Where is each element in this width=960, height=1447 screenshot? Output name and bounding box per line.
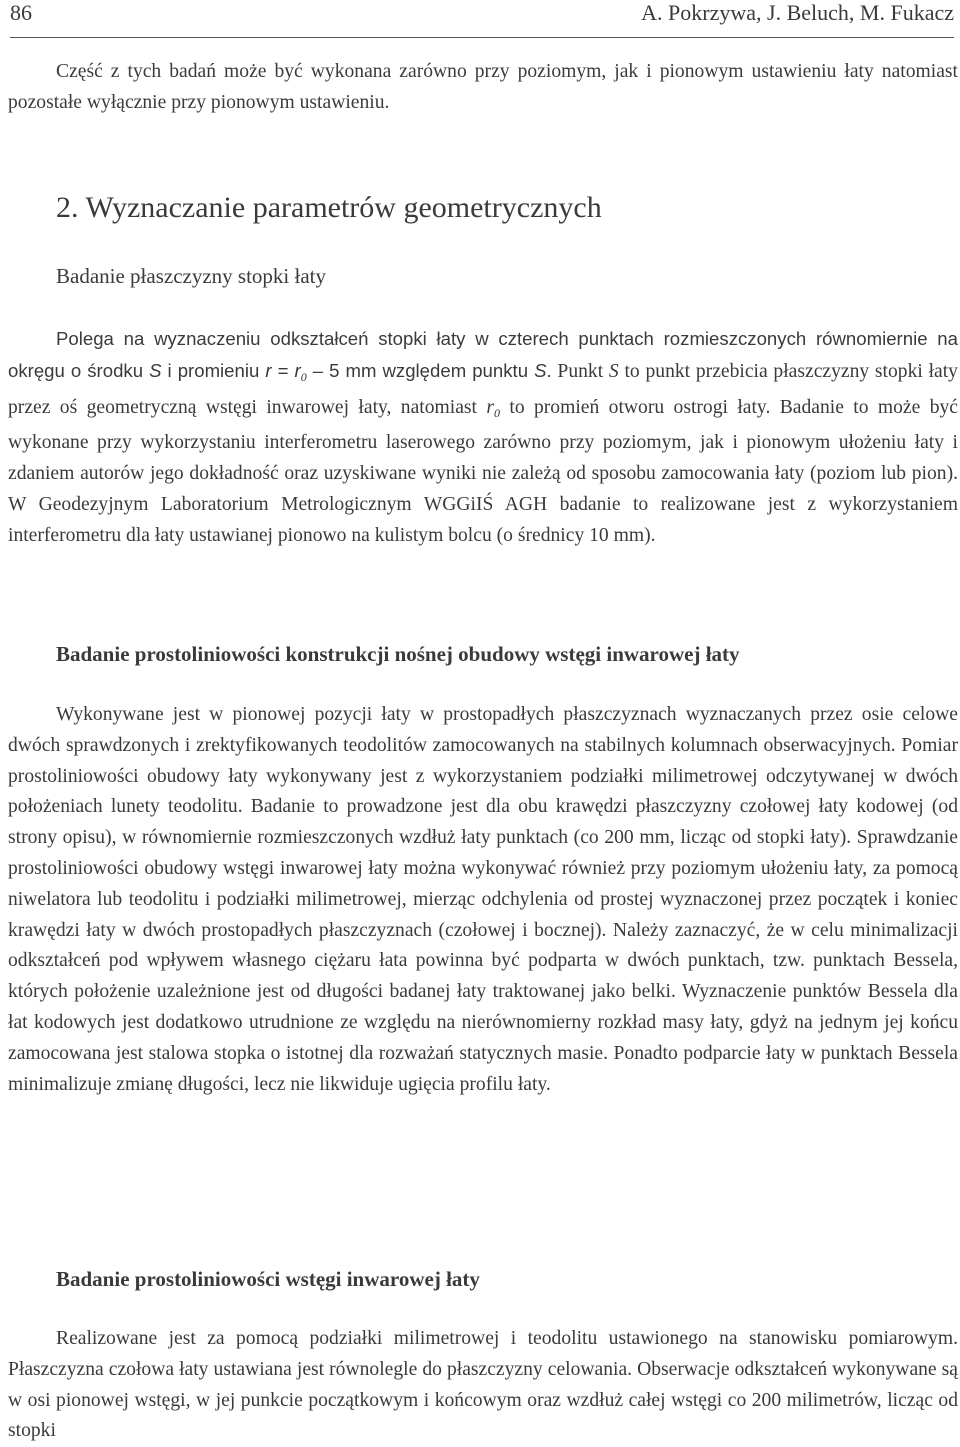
text-segment: = [271,359,295,381]
intro-text: Część z tych badań może być wykonana zarówno przy poziomym, jak i pionowym ustawieniu łaty natomiast pozostałe wyłącznie przy pionowym ustawieniu. [8,61,958,113]
subscript-zero: 0 [494,405,500,420]
variable-r0: r [486,396,494,418]
text-segment: to punkt przebicia płaszczyzny stopki łaty przez oś geometryczną wstęgi inwarowej łaty, natomiast [8,360,958,418]
text-segment: . [546,359,552,381]
variable-s: S [534,359,547,381]
variable-r: r [265,359,272,381]
paragraph-text: Wykonywane jest w pionowej pozycji łaty w prostopadłych płaszczyznach wyznaczanych przez osie celowe dwóch sprawdzonych i zrektyfikowanych teodolitów zamocowanych na stabilnych kolumnach obserwacyjnych. Pomiar prostoliniowości obudowy łaty wykonywany jest z wykorzystaniem podziałki milimetrowej odczytywanej w dwóch położeniach lunety teodolitu. Badanie to prowadzone jest dla obu krawędzi płaszczyzny czołowej łaty kodowej (od strony opisu), w równomiernie rozmieszczonych wzdłuż łaty punktach (co 200 mm, licząc od stopki łaty). Sprawdzanie prostoliniowości obudowy wstęgi inwarowej łaty można wykonywać również przy poziomym ułożeniu łaty, za pomocą niwelatora lub teodolitu i podziałki milimetrowej, mierząc odchylenia od prostej wyznaczonej przez początek i koniec krawędzi łaty w dwóch prostopadłych płaszczyznach (czołowej i bocznej). Należy zaznaczyć, że w celu minimalizacji odkształceń pod wpływem własnego ciężaru łata powinna być podparta w dwóch punktach, tzw. punktach Bessela, których położenie uzależnione jest od długości badanej łaty traktowanej jako belki. Wyznaczenie punktów Bessela dla łat kodowych jest dodatkowo utrudnione ze względu na nierównomierny rozkład masy łaty, gdyż na jednym jej końcu zamocowana jest stalowa stopka o istotnej dla rozważań statycznych masie. Ponadto podparcie łaty w punktach Bessela minimalizuje zmianę długości, lecz nie likwiduje ugięcia profilu łaty. [8,704,958,1095]
paragraph-wstega [8,1324,958,1447]
text-segment: – 5 mm względem punktu [306,359,535,381]
header-rule [10,37,954,38]
text-segment: Polega na wyznaczeniu odkształceń stopki łaty w czterech punktach rozmieszczonych równomiernie na okręgu o środku [8,328,958,381]
page-number: 86 [10,0,32,25]
subsection-heading-obudowa: Badanie prostoliniowości konstrukcji nośnej obudowy wstęgi inwarowej łaty [56,642,740,666]
paragraph-obudowa [8,700,958,1100]
section-heading: 2. Wyznaczanie parametrów geometrycznych [56,191,602,224]
running-header [10,0,954,40]
paragraph-text: Realizowane jest za pomocą podziałki milimetrowej i teodolitu ustawionego na stanowisku pomiarowym. Płaszczyzna czołowa łaty ustawiana jest równolegle do płaszczyzny celowania. Obserwacje odkształceń wykonywane są w osi pionowej wstęgi, w jej punkcie początkowym i końcowym oraz wzdłuż całej wstęgi co 200 milimetrów, licząc od stopki [8,1328,958,1442]
text-segment: i promieniu [161,359,266,381]
variable-s: S [608,360,619,382]
variable-r0: r [294,359,301,381]
running-header-authors: A. Pokrzywa, J. Beluch, M. Fukacz [641,0,954,25]
text-segment: Punkt [551,360,609,382]
paragraph-stopka [8,324,958,552]
subsection-heading-wstega: Badanie prostoliniowości wstęgi inwarowej łaty [56,1267,480,1291]
text-segment: to promień otworu ostrogi łaty. Badanie to może być wykonane przy wykorzystaniu interferometru laserowego zarówno przy poziomym, jak i pionowym ułożeniu łaty i zdaniem autorów jego dokładność oraz uzyskiwane wyniki nie zależą od sposobu zamocowania łaty (poziom lub pion). W Geodezyjnym Laboratorium Metrologicznym WGGiIŚ AGH badanie to realizowane jest z wykorzystaniem interferometru dla łaty ustawianej pionowo na kulistym bolcu (o średnicy 10 mm). [8,396,958,546]
subsection-heading-stopka: Badanie płaszczyzny stopki łaty [56,264,326,288]
variable-s: S [149,359,162,381]
intro-paragraph [8,57,958,119]
subscript-zero: 0 [300,369,307,384]
